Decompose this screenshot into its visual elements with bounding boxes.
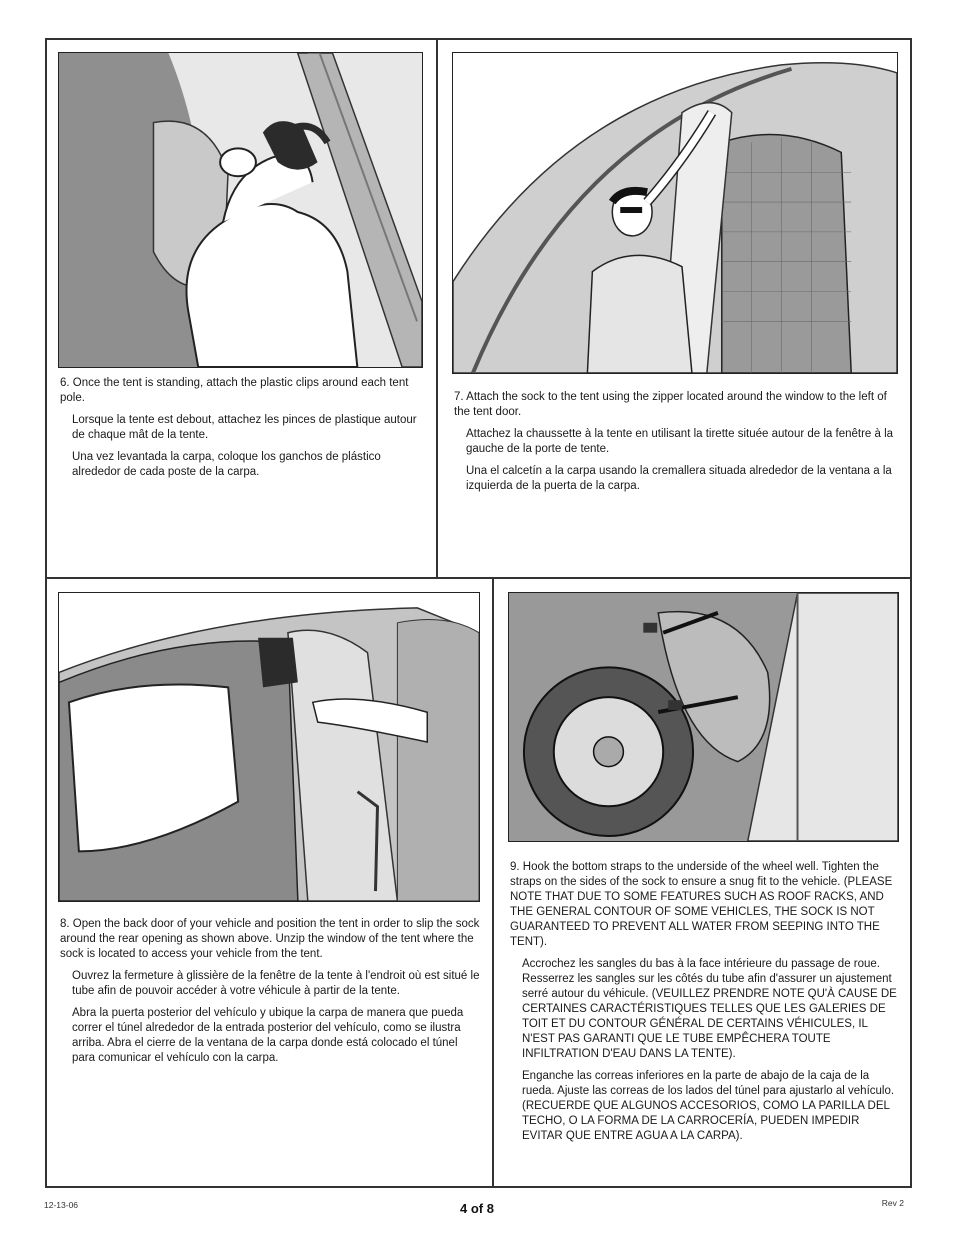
illustration-step-9 [508, 592, 899, 842]
step-9-spanish: Enganche las correas inferiores en la parte de abajo de la caja de la rueda. Ajuste las correas de los lados del túnel para ajustarlo al vehículo. (RECUERDE QUE ALGUNOS ACCESORIOS, COMO LA PARILLA DEL TECHO, O LA FORMA DE LA CARROCERÍA, PUEDEN IMPEDIR EVITAR QUE ENTRE AGUA A LA CARPA). [522, 1070, 895, 1142]
step-6-text [60, 376, 420, 487]
step-9-french: Accrochez les sangles du bas à la face intérieure du passage de roue. Resserrez les sangles sur les côtés du tube afin d'assurer un ajustement serré autour du véhicule. (VEUILLEZ PRENDRE NOTE QU'À CAUSE DE CERTAINES CARACTÉRISTIQUES TELLES QUE LES GALERIES DE TOIT ET DU CONTOUR GÉNÉRAL DE CERTAINS VÉHICULES, IL N'EST PAS GARANTI QUE LE TUBE EMPÊCHERA TOUTE INFILTRATION D'EAU DANS LA TENTE). [522, 958, 897, 1060]
step-8-text [60, 917, 482, 1073]
step-number: 9. [510, 861, 520, 873]
step-9-english: Hook the bottom straps to the underside of the wheel well. Tighten the straps on the sides of the sock to ensure a snug fit to the vehicle. (PLEASE NOTE THAT DUE TO SOME FEATURES SUCH AS ROOF RACKS, AND THE GENERAL CONTOUR OF SOME VEHICLES, THE SOCK IS NOT GUARANTEED TO PREVENT ALL WATER FROM SEEPING INTO THE TENT). [510, 861, 893, 948]
step-7-english: Attach the sock to the tent using the zipper located around the window to the left of the tent door. [454, 391, 887, 418]
illustration-step-6 [58, 52, 423, 368]
illustration-step-8 [58, 592, 480, 902]
middle-divider [45, 577, 912, 579]
step-8-french: Ouvrez la fermeture à glissière de la fenêtre de la tente à l'endroit où est situé le tube afin de pouvoir accéder à votre véhicule à partir de la tente. [72, 970, 480, 997]
step-number: 6. [60, 377, 70, 389]
step-number: 8. [60, 918, 70, 930]
revision-label: Rev 2 [881, 1198, 904, 1208]
step-7-text [454, 390, 900, 501]
step-8-spanish: Abra la puerta posterior del vehículo y ubique la carpa de manera que pueda correr el túnel alrededor de la entrada posterior del vehículo, como se ilustra arriba. Abra el cierre de la ventana de la carpa donde está colocado el túnel para comunicar el vehículo con la carpa. [72, 1007, 464, 1064]
step-9-text [510, 860, 902, 1151]
step-number: 7. [454, 391, 464, 403]
top-divider-vertical [436, 38, 438, 578]
step-6-spanish: Una vez levantada la carpa, coloque los ganchos de plástico alrededor de cada poste de la carpa. [72, 451, 381, 478]
bottom-divider-vertical [492, 577, 494, 1188]
step-7-spanish: Una el calcetín a la carpa usando la cremallera situada alrededor de la ventana a la izquierda de la puerta de la carpa. [466, 465, 892, 492]
illustration-step-7 [452, 52, 898, 374]
step-8-english: Open the back door of your vehicle and position the tent in order to slip the sock around the rear opening as shown above. Unzip the window of the tent where the sock is located to access your vehicle from the tent. [60, 918, 480, 960]
page-number: 4 of 8 [460, 1201, 494, 1216]
footer-date: 12-13-06 [44, 1200, 79, 1210]
step-6-french: Lorsque la tente est debout, attachez les pinces de plastique autour de chaque mât de la tente. [72, 414, 417, 441]
step-6-english: Once the tent is standing, attach the plastic clips around each tent pole. [60, 377, 409, 404]
step-7-french: Attachez la chaussette à la tente en utilisant la tirette située autour de la fenêtre à la gauche de la porte de tente. [466, 428, 894, 455]
